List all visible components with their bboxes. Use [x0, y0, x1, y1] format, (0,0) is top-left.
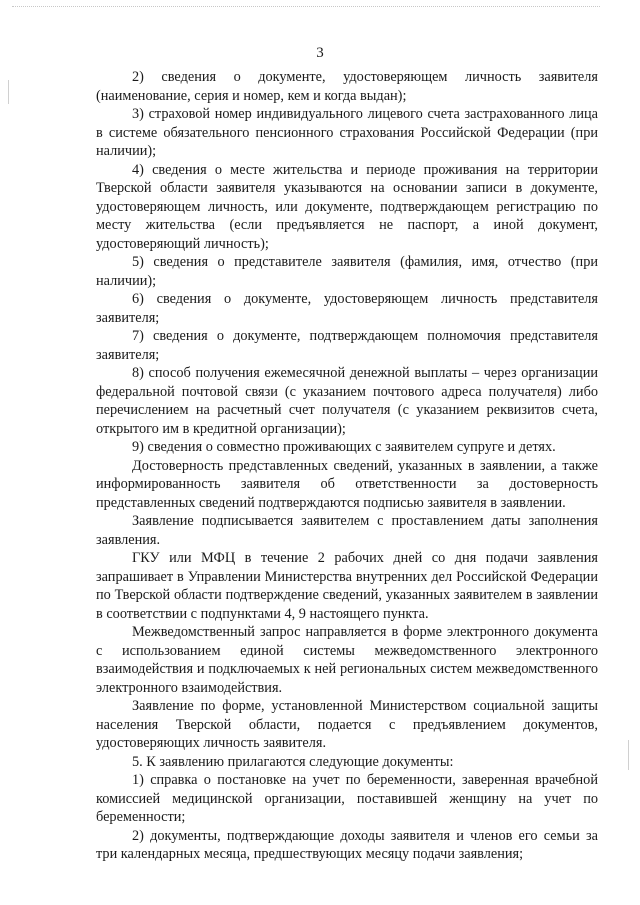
- paragraph: 9) сведения о совместно проживающих с заявителем супруге и детях.: [132, 439, 556, 455]
- paragraph: 1) справка о постановке на учет по беременности, заверенная врачебной комиссией медицинской организации, поставившей женщину на учет по беременности;: [96, 772, 598, 825]
- paragraph: 8) способ получения ежемесячной денежной выплаты – через организации федеральной почтовой связи (с указанием почтового адреса получателя) либо перечислением на расчетный счет получателя (с указанием реквизитов счета, открытого им в кредитной организации);: [96, 365, 598, 437]
- paragraph: Достоверность представленных сведений, указанных в заявлении, а также информированность заявителя об ответственности за достоверность представленных сведений подтверждаются подписью заявителя в заявлении.: [96, 457, 598, 511]
- paragraph: 5. К заявлению прилагаются следующие документы:: [132, 753, 454, 770]
- paragraph: 2) документы, подтверждающие доходы заявителя и членов его семьи за три календарных месяца, предшествующих месяцу подачи заявления;: [96, 827, 598, 862]
- paragraph: Межведомственный запрос направляется в форме электронного документа с использованием единой системы межведомственного электронного взаимодействия и подключаемых к ней региональных систем межведомственного электронного взаимодействия.: [96, 624, 598, 696]
- paragraph: Заявление по форме, установленной Министерством социальной защиты населения Тверской области, подается с предъявлением документов, удостоверяющих личность заявителя.: [96, 698, 598, 751]
- scan-top-edge: [12, 6, 600, 7]
- paragraph: ГКУ или МФЦ в течение 2 рабочих дней со дня подачи заявления запрашивает в Управлении Министерства внутренних дел Российской Федерации по Тверской области подтверждение сведений, указанных заявителем в заявлении в соответствии с подпунктами 4, 9 настоящего пункта.: [96, 550, 598, 622]
- paragraph: 5) сведения о представителе заявителя (фамилия, имя, отчество (при наличии);: [96, 254, 598, 289]
- paragraph: 4) сведения о месте жительства и периоде проживания на территории Тверской области заявителя указываются на основании записи в документе, удостоверяющем личность, или документе, подтверждающем регистрацию по месту жительства (если предъявляется не паспорт, а иной документ, удостоверяющий личность);: [96, 161, 598, 252]
- page-number: 3: [316, 45, 324, 61]
- scan-left-margin-mark: [8, 80, 9, 104]
- paragraph: 6) сведения о документе, удостоверяющем личность представителя заявителя;: [96, 291, 598, 326]
- paragraph: 3) страховой номер индивидуального лицевого счета застрахованного лица в системе обязательного пенсионного страхования Российской Федерации (при наличии);: [96, 106, 598, 159]
- paragraph: 2) сведения о документе, удостоверяющем личность заявителя (наименование, серия и номер, кем и когда выдан);: [96, 69, 598, 104]
- document-body: [96, 68, 598, 864]
- paragraph: Заявление подписывается заявителем с проставлением даты заполнения заявления.: [96, 513, 598, 548]
- paragraph: 7) сведения о документе, подтверждающем полномочия представителя заявителя;: [96, 328, 598, 363]
- scan-right-margin-mark: [628, 740, 629, 770]
